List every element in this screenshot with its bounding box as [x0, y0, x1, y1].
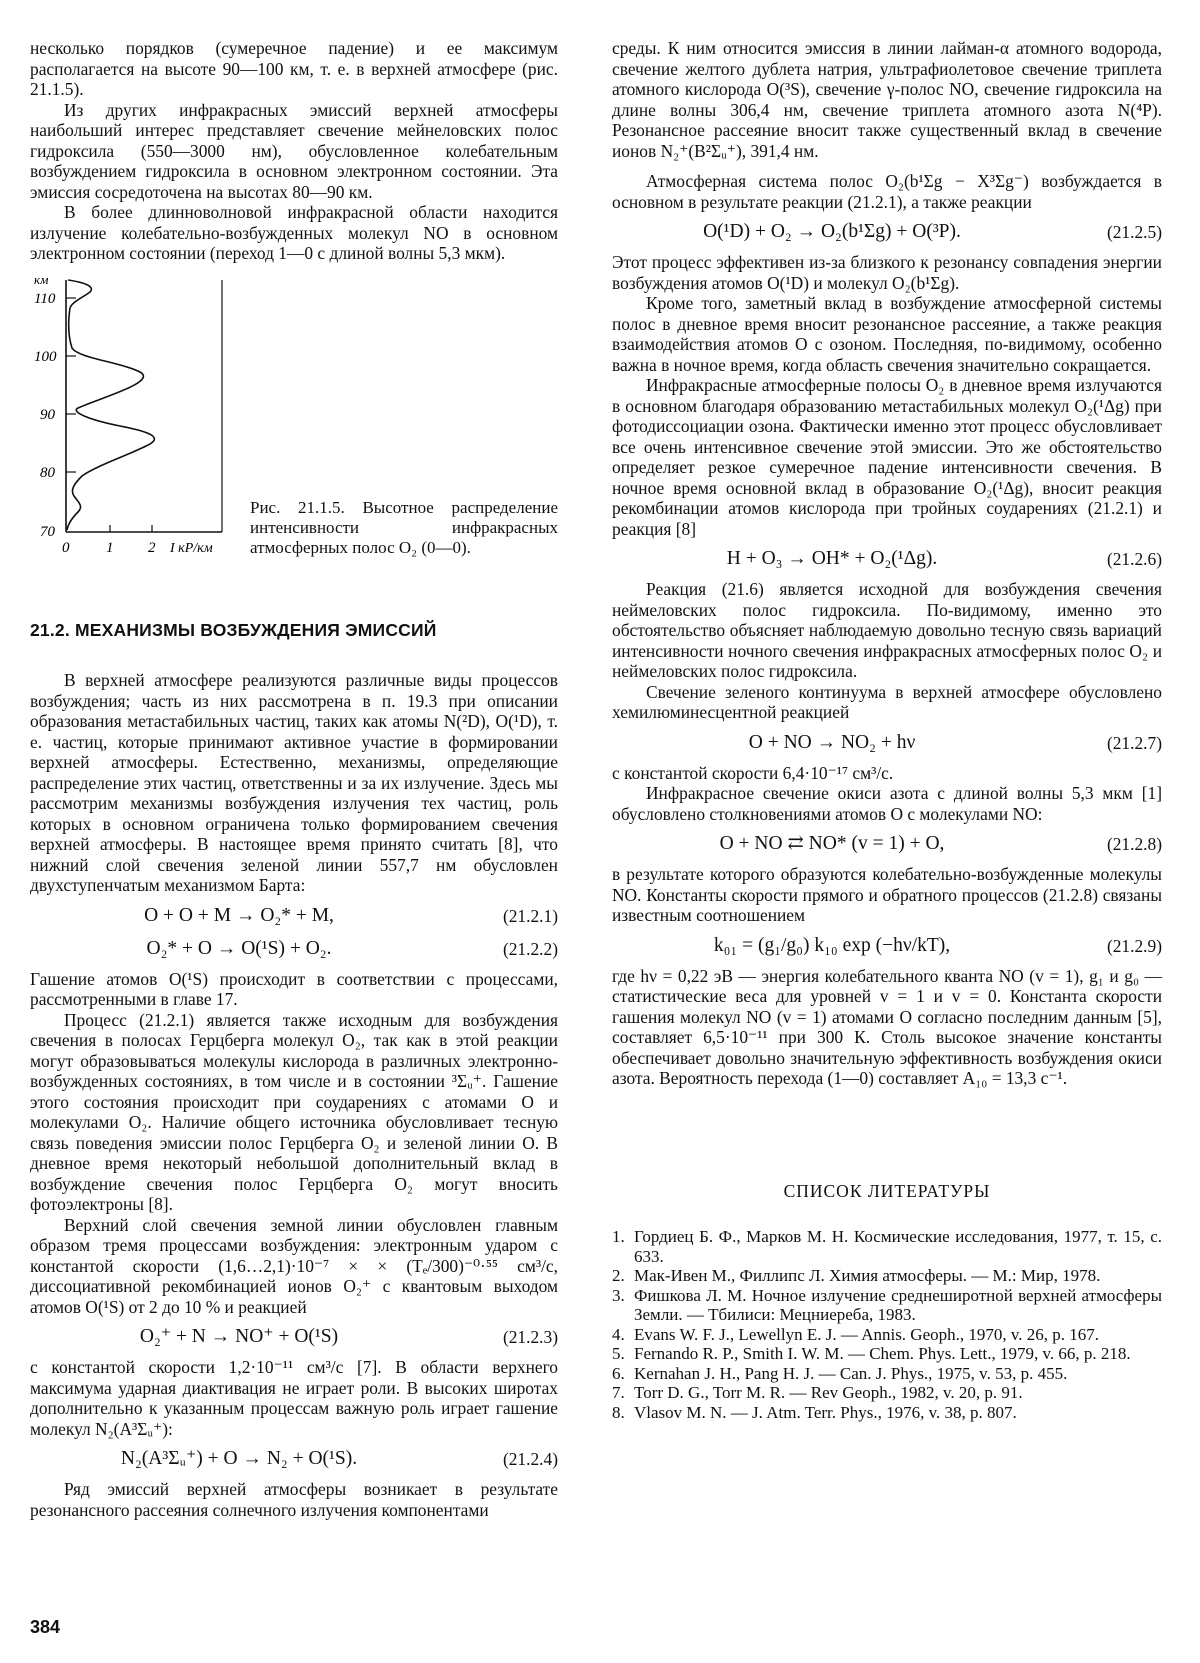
paragraph: Процесс (21.2.1) является также исходным для возбуждения свечения в полосах Герцберга молекул O₂, так как в этой реакции могут образовываться молекулы кислорода в различных электронно-возбужденных состояниях, в том числе и в состоянии ³Σᵤ⁺. Гашение этого состояния происходит при соударениях с атомами O и молекулами O₂. Наличие общего источника обусловливает тесную связь поведения эмиссии полос Герцберга O₂ и зеленой линии O. В дневное время некоторый небольшой дополнительный вклад в возбуждение свечения полос Герцберга O₂ могут вносить фотоэлектроны [8].: [30, 1009, 558, 1214]
equation: [30, 1324, 558, 1350]
reference-number: 4.: [612, 1324, 625, 1344]
reference-text: Kernahan J. H., Pang H. J. — Can. J. Phys., 1975, v. 53, p. 455.: [634, 1363, 1068, 1383]
paragraph: в результате которого образуются колебательно-возбужденные молекулы NO. Константы скорости прямого и обратного процессов (21.2.8) связаны известным соотношением: [612, 864, 1162, 925]
reference-number: 2.: [612, 1266, 625, 1285]
equation: [30, 936, 558, 962]
reference-text: Гордиец Б. Ф., Марков М. Н. Космические исследования, 1977, т. 15, с. 633.: [634, 1227, 1162, 1266]
figure-caption: Рис. 21.1.5. Высотное распределение интенсивности инфракрасных атмосферных полос O₂ (0—0).: [250, 497, 558, 557]
paragraph: Верхний слой свечения земной линии обусловлен главным образом тремя процессами возбуждения: электронным ударом с константой скорости (1,6…2,1)·10⁻⁷ × × (Tₑ/300)⁻⁰·⁵⁵ см³/с, диссоциативной рекомбинацией ионов O₂⁺ с квантовым выходом атомов O(¹S) от 2 до 10 % и реакцией: [30, 1214, 558, 1317]
equation-number: (21.2.8): [1106, 834, 1162, 854]
y-tick-label: 70: [40, 523, 55, 540]
paragraph: В верхней атмосфере реализуются различные виды процессов возбуждения; часть из них рассмотрена в п. 19.3 при описании образования метастабильных частиц, таких как атомы N(²D), O(¹D), т. е. частиц, которые принимают активное участие в формировании верхней атмосферы. Естественно, механизмы, определяющие распределение этих частиц, ответственны и за их излучение. Здесь мы рассмотрим механизмы возбуждения излучения тех частиц, роль которых в основном ограничена только формированием свечения верхней атмосферы. В настоящее время принято считать [8], что нижний слой свечения зеленой линии 557,7 нм обусловлен двухступенчатым механизмом Барта:: [30, 670, 558, 895]
equation-body: N₂(A³Σᵤ⁺) + O → N₂ + O(¹S).: [120, 1448, 358, 1469]
equation-number: (21.2.7): [1106, 732, 1162, 753]
equation-body: k₀₁ = (g₁/g₀) k₁₀ exp (−hν/kT),: [713, 934, 951, 956]
equation-number: (21.2.9): [1106, 935, 1162, 956]
reference-text: Evans W. F. J., Lewellyn E. J. — Annis. Geoph., 1970, v. 26, p. 167.: [634, 1324, 1100, 1344]
reference-item: [612, 1344, 1162, 1364]
x-tick-label: 2: [148, 539, 156, 556]
paragraph: Этот процесс эффективен из-за близкого к резонансу совпадения энергии возбуждения атомов O(¹D) и молекул O₂(b¹Σg).: [612, 252, 1162, 293]
x-tick-label: 0: [62, 539, 70, 556]
intensity-curve: [67, 280, 154, 530]
equation-body: O + NO → NO₂ + hν: [748, 731, 916, 753]
equation: [30, 903, 558, 929]
equation-body: H + O₃ → OH* + O₂(¹Δg).: [726, 548, 938, 569]
reference-number: 8.: [612, 1402, 625, 1422]
y-tick-label: 100: [34, 348, 57, 365]
y-tick-label: 110: [34, 290, 56, 307]
paragraph: с константой скорости 6,4·10⁻¹⁷ см³/с.: [612, 762, 894, 783]
reference-number: 5.: [612, 1344, 625, 1363]
paragraph: Реакция (21.6) является исходной для возбуждения свечения неймеловских полос гидроксила. По-видимому, именно это обстоятельство объясняет наблюдаемую довольно тесную связь вариаций интенсивности ночного свечения инфракрасных атмосферных полос O₂ и неймеловских полос гидроксила.: [612, 579, 1162, 681]
reference-item: [612, 1325, 1162, 1345]
reference-item: [612, 1364, 1162, 1384]
equation-body: O₂⁺ + N → NO⁺ + O(¹S): [139, 1326, 339, 1347]
equation: [612, 933, 1162, 959]
paragraph: Ряд эмиссий верхней атмосферы возникает в результате резонансного рассеяния солнечного излучения компонентами: [30, 1479, 558, 1520]
equation-body: O₂* + O → O(¹S) + O₂.: [146, 937, 332, 959]
reference-item: [612, 1403, 1162, 1423]
reference-item: [612, 1227, 1162, 1266]
equation: [612, 730, 1162, 756]
reference-item: [612, 1286, 1162, 1325]
reference-text: Vlasov M. N. — J. Atm. Terr. Phys., 1976, v. 38, p. 807.: [634, 1402, 1017, 1422]
page-number: 384: [30, 1617, 61, 1637]
paragraph: Инфракрасные атмосферные полосы O₂ в дневное время излучаются в основном благодаря образованию метастабильных молекул O₂(¹Δg) при фотодиссоциации озона. Фактически именно этот процесс обусловливает все очень интенсивное свечение этой эмиссии. Это же обстоятельство определяет резкое сумеречное падение интенсивности свечения. В ночное время основной вклад в образование O₂(¹Δg), вносит реакция рекомбинации атомов кислорода при тройных соударениях (21.2.1) и реакция [8]: [612, 375, 1162, 539]
reference-number: 1.: [612, 1227, 625, 1246]
equation-body: O(¹D) + O₂ → O₂(b¹Σg) + O(³P).: [703, 221, 961, 242]
section-title: 21.2. МЕХАНИЗМЫ ВОЗБУЖДЕНИЯ ЭМИССИЙ: [30, 619, 437, 640]
paragraph: несколько порядков (сумеречное падение) и ее максимум располагается на высоте 90—100 км, т. е. в верхней атмосфере (рис. 21.1.5).: [30, 38, 558, 99]
paragraph: Свечение зеленого континуума в верхней атмосфере обусловлено хемилюминесцентной реакцией: [612, 681, 1162, 722]
x-tick-label: 1: [106, 539, 114, 556]
paragraph: В более длинноволновой инфракрасной области находится излучение колебательно-возбужденных молекул NO в основном электронном состоянии (переход 1—0 с длиной волны 5,3 мкм).: [30, 202, 558, 263]
equation-number: (21.2.2): [502, 938, 558, 959]
reference-number: 6.: [612, 1363, 625, 1383]
references-list: [612, 1227, 1162, 1422]
equation-number: (21.2.3): [502, 1327, 558, 1347]
paragraph: Кроме того, заметный вклад в возбуждение атмосферной системы полос в дневное время вносит резонансное рассеяние, а также реакция взаимодействия атомов O с озоном. Последняя, по-видимому, особенно важна в ночное время, когда область свечения значительно сокращается.: [612, 293, 1162, 375]
reference-text: Fernando R. P., Smith I. W. M. — Chem. Phys. Lett., 1979, v. 66, p. 218.: [634, 1344, 1131, 1363]
reference-number: 3.: [612, 1285, 625, 1305]
reference-text: Мак-Ивен М., Филлипс Л. Химия атмосферы. — М.: Мир, 1978.: [634, 1266, 1101, 1285]
equation-body: O + O + M → O₂* + M,: [144, 904, 334, 926]
references-title: СПИСОК ЛИТЕРАТУРЫ: [783, 1180, 991, 1201]
paragraph: Из других инфракрасных эмиссий верхней атмосферы наибольший интерес представляет свечение мейнеловских полос гидроксила (550—3000 нм), обусловленное колебательным возбуждением гидроксила в основном электронном состоянии. Эта эмиссия сосредоточена на высотах 80—90 км.: [30, 99, 558, 202]
paragraph: среды. К ним относится эмиссия в линии лайман-α атомного водорода, свечение желтого дублета натрия, ультрафиолетовое свечение триплета атомного кислорода O(³S), свечение γ-полос NO, свечение гидроксила на длине волны 306,4 нм, свечение триплета атомного азота N(⁴P). Резонансное рассеяние вносит также существенный вклад в свечение ионов N₂⁺(B²Σᵤ⁺), 391,4 нм.: [612, 38, 1162, 161]
figure-21-1-5: [30, 270, 558, 600]
y-tick-label: 90: [40, 406, 55, 423]
equation: [30, 1446, 558, 1472]
left-column: [30, 38, 558, 1520]
x-unit-label: I кР/км: [170, 540, 213, 556]
paragraph: где hν = 0,22 эВ — энергия колебательного кванта NO (v = 1), g₁ и g₀ — статистические веса для уровней v = 1 и v = 0. Константа скорости гашения молекул NO (v = 1) атомами O согласно последним данным [5], составляет 6,5·10⁻¹¹ при 300 К. Столь высокое значение константы обеспечивает довольно значительную эффективность возбуждения окиси азота. Вероятность перехода (1—0) составляет A₁₀ = 13,3 с⁻¹.: [612, 965, 1162, 1088]
equation-number: (21.2.6): [1106, 549, 1162, 569]
paragraph: с константой скорости 1,2·10⁻¹¹ см³/с [7]. В области верхнего максимума ударная диактивация не играет роли. В высоких широтах дополнительно к указанным процессам важную роль играет гашение молекул N₂(A³Σᵤ⁺):: [30, 1357, 558, 1439]
reference-text: Torr D. G., Torr M. R. — Rev Geoph., 1982, v. 20, p. 91.: [634, 1383, 1023, 1402]
y-unit-label: км: [34, 271, 49, 287]
equation: [612, 831, 1162, 857]
paragraph: Гашение атомов O(¹S) происходит в соответствии с процессами, рассмотренными в главе 17.: [30, 968, 558, 1009]
equation-number: (21.2.4): [502, 1449, 558, 1469]
right-column: [612, 38, 1162, 1422]
paragraph: Атмосферная система полос O₂(b¹Σg − X³Σg⁻) возбуждается в основном в результате реакции (21.2.1), а также реакции: [612, 171, 1162, 212]
reference-number: 7.: [612, 1383, 625, 1402]
equation-body: O + NO ⇄ NO* (v = 1) + O,: [719, 833, 945, 854]
equation: [612, 546, 1162, 572]
equation-number: (21.2.1): [502, 905, 558, 926]
equation: [612, 219, 1162, 245]
y-tick-label: 80: [40, 464, 55, 481]
reference-text: Фишкова Л. М. Ночное излучение среднеширотной верхней атмосферы Земли. — Тбилиси: Мецниереба, 1983.: [634, 1285, 1162, 1324]
equation-number: (21.2.5): [1106, 222, 1162, 242]
reference-item: [612, 1383, 1162, 1403]
reference-item: [612, 1266, 1162, 1286]
paragraph: Инфракрасное свечение окиси азота с длиной волны 5,3 мкм [1] обусловлено столкновениями атомов O с молекулами NO:: [612, 783, 1162, 824]
